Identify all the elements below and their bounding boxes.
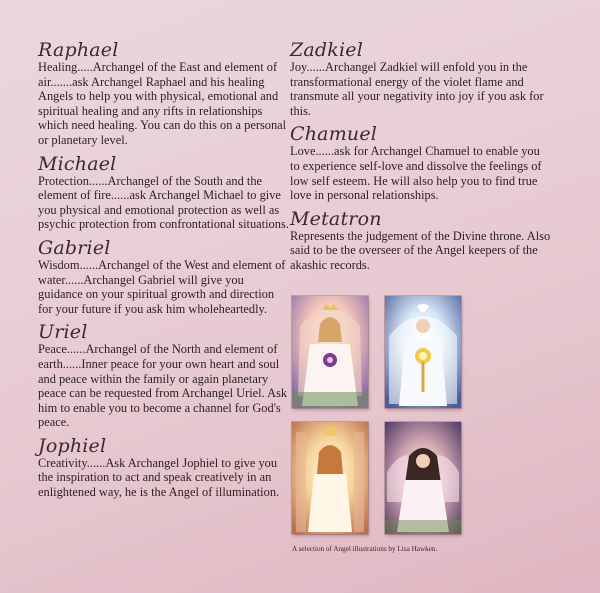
entry-body: Peace......Archangel of the North and element of earth......Inner peace for your own heart and soul and peace within the family or again planetary peace can be requested from Archangel Uriel. Ask him to enable you to become a channel for God's peace. [38,342,288,430]
left-column [38,40,290,506]
entry-body: Healing.....Archangel of the East and element of air.......ask Archangel Raphael and his healing Angels to help you with physical, emotional and spiritual healing and any rifts in relationships which need healing. You can do this on a personal or planetary level. [38,60,287,147]
entry-gabriel [38,238,290,316]
entry-jophiel [38,436,290,500]
entry-chamuel [290,124,552,202]
entry-heading: Uriel [38,321,88,344]
illustration-caption: A selection of Angel illustrations by Lisa Hawken. [292,545,438,553]
angel-illustrations [292,296,462,544]
angel-illustration-4 [385,422,461,534]
angel-illustration-3 [292,422,368,534]
entry-body: Wisdom......Archangel of the West and element of water......Archangel Gabriel will give you guidance on your spiritual growth and direction for your future if you ask him wholeheartedly. [38,257,286,316]
entry-zadkiel [290,40,552,118]
right-column [290,40,552,279]
entry-body: Love......ask for Archangel Chamuel to enable you to experience self-love and dissolve the feelings of low self esteem. He will also help you to find true love in personal relationships. [290,144,542,203]
entry-body: Creativity......Ask Archangel Jophiel to give you the inspiration to act and speak creatively in an enlightened way, he is the Angel of illumination. [38,455,280,500]
angel-illustration-2 [385,296,461,408]
entry-raphael [38,40,290,148]
entry-heading: Jophiel [38,434,107,457]
entry-heading: Gabriel [38,236,111,259]
entry-body: Protection......Archangel of the South and the element of fire......ask Archangel Michael to give you physical and emotional protection as well as psychic protection from confrontational situations. [38,173,289,232]
entry-heading: Metatron [290,207,382,230]
entry-michael [38,154,290,232]
entry-body: Joy......Archangel Zadkiel will enfold you in the transformational energy of the violet flame and transmute all your negativity into joy if you ask for this. [290,60,544,118]
angel-illustration-1 [292,296,368,408]
entry-heading: Michael [38,152,117,175]
entry-heading: Zadkiel [290,39,364,61]
entry-metatron [290,209,552,273]
entry-heading: Raphael [38,39,119,61]
entry-uriel [38,322,290,430]
entry-heading: Chamuel [290,123,378,146]
entry-body: Represents the judgement of the Divine throne. Also said to be the overseer of the Angel keepers of the akashic records. [290,228,551,272]
